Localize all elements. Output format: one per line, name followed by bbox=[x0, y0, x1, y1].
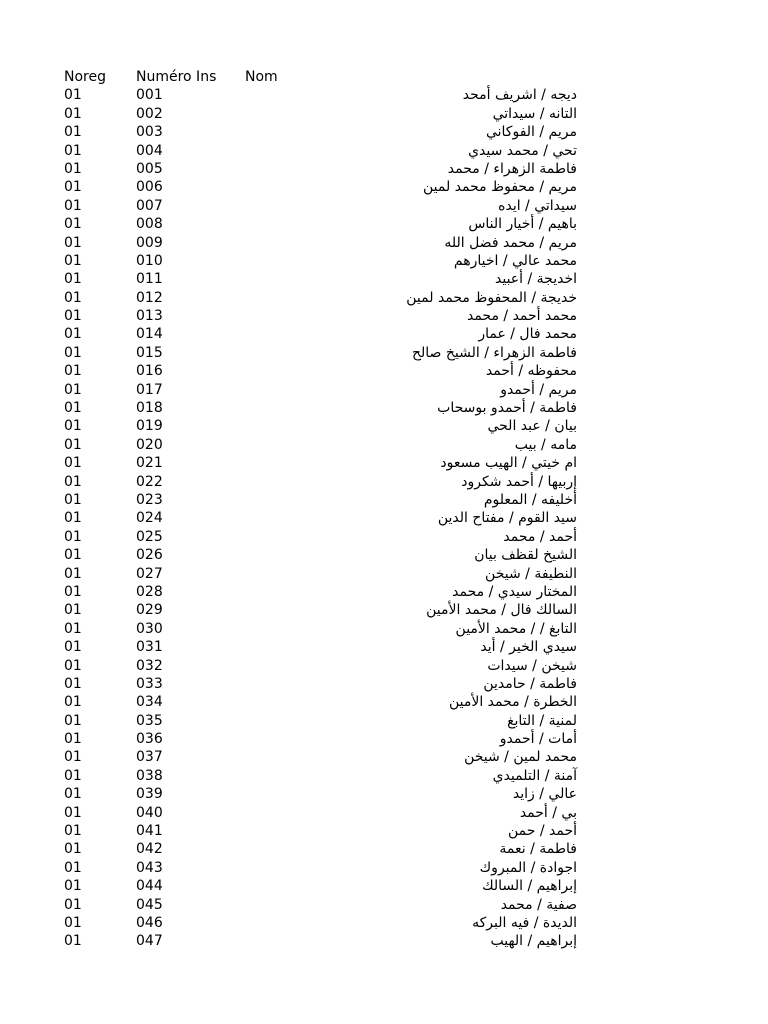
cell-nom: مريم / محمد فضل الله bbox=[444, 234, 577, 251]
cell-nom: مامه / بيب bbox=[514, 436, 577, 453]
cell-nom: التابغ / / محمد الأمين bbox=[455, 620, 577, 637]
table-row bbox=[0, 785, 768, 803]
cell-nom: تحي / محمد سيدي bbox=[468, 142, 577, 159]
cell-nom: إبراهيم / السالك bbox=[482, 878, 577, 895]
cell-nom: شيخن / سيدات bbox=[487, 657, 577, 674]
cell-nom: أخليفه / المعلوم bbox=[483, 491, 577, 508]
cell-noreg: 01 bbox=[64, 694, 82, 711]
cell-noreg: 01 bbox=[64, 639, 82, 656]
cell-noreg: 01 bbox=[64, 657, 82, 674]
cell-numero-ins: 042 bbox=[136, 841, 163, 858]
table-row bbox=[0, 417, 768, 435]
cell-numero-ins: 045 bbox=[136, 896, 163, 913]
cell-nom: آمنة / التلميدي bbox=[492, 767, 577, 784]
cell-numero-ins: 037 bbox=[136, 749, 163, 766]
cell-numero-ins: 036 bbox=[136, 731, 163, 748]
cell-nom: المختار سيدي / محمد bbox=[452, 583, 577, 600]
cell-numero-ins: 030 bbox=[136, 620, 163, 637]
cell-noreg: 01 bbox=[64, 914, 82, 931]
cell-nom: بيان / عبد الحي bbox=[487, 418, 577, 435]
table-row bbox=[0, 601, 768, 619]
cell-numero-ins: 020 bbox=[136, 436, 163, 453]
cell-nom: الشيخ لقظف بيان bbox=[474, 547, 577, 564]
cell-noreg: 01 bbox=[64, 786, 82, 803]
table-row bbox=[0, 234, 768, 252]
cell-numero-ins: 002 bbox=[136, 105, 163, 122]
cell-noreg: 01 bbox=[64, 124, 82, 141]
cell-nom: بي / أحمد bbox=[519, 804, 577, 821]
cell-numero-ins: 006 bbox=[136, 179, 163, 196]
table-row bbox=[0, 767, 768, 785]
cell-nom: أحمد / محمد bbox=[503, 528, 577, 545]
cell-noreg: 01 bbox=[64, 363, 82, 380]
table-body bbox=[0, 86, 768, 950]
table-row bbox=[0, 583, 768, 601]
cell-numero-ins: 031 bbox=[136, 639, 163, 656]
cell-numero-ins: 010 bbox=[136, 252, 163, 269]
cell-numero-ins: 033 bbox=[136, 675, 163, 692]
table-row bbox=[0, 160, 768, 178]
cell-noreg: 01 bbox=[64, 841, 82, 858]
cell-noreg: 01 bbox=[64, 197, 82, 214]
cell-numero-ins: 009 bbox=[136, 234, 163, 251]
cell-noreg: 01 bbox=[64, 455, 82, 472]
cell-nom: محمد فال / عمار bbox=[478, 326, 577, 343]
table-row bbox=[0, 381, 768, 399]
cell-numero-ins: 029 bbox=[136, 602, 163, 619]
table-row bbox=[0, 840, 768, 858]
cell-noreg: 01 bbox=[64, 179, 82, 196]
cell-nom: السالك فال / محمد الأمين bbox=[426, 602, 577, 619]
table-row bbox=[0, 914, 768, 932]
table-row bbox=[0, 270, 768, 288]
cell-numero-ins: 005 bbox=[136, 160, 163, 177]
table-row bbox=[0, 528, 768, 546]
cell-nom: فاطمة / نعمة bbox=[499, 841, 577, 858]
cell-numero-ins: 034 bbox=[136, 694, 163, 711]
cell-noreg: 01 bbox=[64, 234, 82, 251]
table-row bbox=[0, 638, 768, 656]
cell-nom: خديجة / المحفوظ محمد لمين bbox=[406, 289, 577, 306]
cell-noreg: 01 bbox=[64, 583, 82, 600]
cell-noreg: 01 bbox=[64, 749, 82, 766]
cell-nom: إربيها / أحمد شكرود bbox=[461, 473, 577, 490]
cell-nom: فاطمة الزهراء / محمد bbox=[447, 160, 577, 177]
cell-numero-ins: 016 bbox=[136, 363, 163, 380]
table-row bbox=[0, 491, 768, 509]
cell-numero-ins: 017 bbox=[136, 381, 163, 398]
cell-noreg: 01 bbox=[64, 620, 82, 637]
table-row bbox=[0, 804, 768, 822]
table-row bbox=[0, 822, 768, 840]
cell-nom: سيدي الخير / أيد bbox=[480, 639, 577, 656]
cell-nom: الديدة / فيه البركه bbox=[472, 914, 577, 931]
cell-noreg: 01 bbox=[64, 289, 82, 306]
cell-nom: مريم / محفوظ محمد لمين bbox=[423, 179, 577, 196]
table-row bbox=[0, 197, 768, 215]
table-row bbox=[0, 215, 768, 233]
cell-noreg: 01 bbox=[64, 344, 82, 361]
table-row bbox=[0, 896, 768, 914]
cell-numero-ins: 007 bbox=[136, 197, 163, 214]
cell-noreg: 01 bbox=[64, 767, 82, 784]
cell-nom: النطيفة / شيخن bbox=[485, 565, 577, 582]
cell-nom: محفوظه / أحمد bbox=[485, 363, 577, 380]
cell-nom: ام خيتي / الهيب مسعود bbox=[440, 455, 577, 472]
cell-noreg: 01 bbox=[64, 308, 82, 325]
table-row bbox=[0, 748, 768, 766]
cell-numero-ins: 039 bbox=[136, 786, 163, 803]
cell-noreg: 01 bbox=[64, 896, 82, 913]
cell-nom: فاطمة / أحمدو بوسحاب bbox=[437, 400, 577, 417]
table-row bbox=[0, 289, 768, 307]
table-row bbox=[0, 712, 768, 730]
cell-noreg: 01 bbox=[64, 473, 82, 490]
cell-numero-ins: 032 bbox=[136, 657, 163, 674]
header-numero-ins: Numéro Ins bbox=[136, 69, 217, 85]
cell-nom: فاطمة / حامدين bbox=[483, 675, 577, 692]
cell-noreg: 01 bbox=[64, 491, 82, 508]
cell-numero-ins: 003 bbox=[136, 124, 163, 141]
cell-nom: ديجه / اشريف أمحد bbox=[462, 87, 577, 104]
table-row bbox=[0, 473, 768, 491]
cell-numero-ins: 012 bbox=[136, 289, 163, 306]
cell-noreg: 01 bbox=[64, 142, 82, 159]
table-row bbox=[0, 325, 768, 343]
header-row bbox=[0, 68, 768, 86]
cell-numero-ins: 018 bbox=[136, 400, 163, 417]
cell-nom: عالي / زايد bbox=[512, 786, 577, 803]
cell-numero-ins: 022 bbox=[136, 473, 163, 490]
cell-numero-ins: 038 bbox=[136, 767, 163, 784]
cell-noreg: 01 bbox=[64, 326, 82, 343]
cell-nom: التانه / سيداتي bbox=[492, 105, 577, 122]
cell-numero-ins: 025 bbox=[136, 528, 163, 545]
cell-numero-ins: 014 bbox=[136, 326, 163, 343]
cell-noreg: 01 bbox=[64, 804, 82, 821]
cell-noreg: 01 bbox=[64, 160, 82, 177]
table-row bbox=[0, 362, 768, 380]
cell-noreg: 01 bbox=[64, 565, 82, 582]
table-row bbox=[0, 105, 768, 123]
cell-numero-ins: 008 bbox=[136, 216, 163, 233]
header-nom: Nom bbox=[245, 69, 278, 85]
cell-nom: باهيم / أخيار الناس bbox=[468, 216, 577, 233]
table-row bbox=[0, 657, 768, 675]
table-row bbox=[0, 730, 768, 748]
cell-noreg: 01 bbox=[64, 105, 82, 122]
cell-noreg: 01 bbox=[64, 712, 82, 729]
cell-nom: صفية / محمد bbox=[500, 896, 577, 913]
cell-numero-ins: 035 bbox=[136, 712, 163, 729]
cell-nom: لمنية / التابغ bbox=[507, 712, 577, 729]
table-row bbox=[0, 546, 768, 564]
cell-noreg: 01 bbox=[64, 436, 82, 453]
cell-nom: اجوادة / المبروك bbox=[479, 859, 577, 876]
table-row bbox=[0, 675, 768, 693]
cell-noreg: 01 bbox=[64, 400, 82, 417]
cell-noreg: 01 bbox=[64, 510, 82, 527]
cell-numero-ins: 011 bbox=[136, 271, 163, 288]
table-row bbox=[0, 436, 768, 454]
cell-numero-ins: 015 bbox=[136, 344, 163, 361]
table-row bbox=[0, 693, 768, 711]
cell-nom: سيداتي / ايده bbox=[498, 197, 577, 214]
cell-nom: فاطمة الزهراء / الشيخ صالح bbox=[411, 344, 577, 361]
cell-numero-ins: 023 bbox=[136, 491, 163, 508]
cell-nom: اخديجة / أعبيد bbox=[495, 271, 577, 288]
cell-numero-ins: 004 bbox=[136, 142, 163, 159]
cell-numero-ins: 001 bbox=[136, 87, 163, 104]
cell-numero-ins: 027 bbox=[136, 565, 163, 582]
cell-numero-ins: 046 bbox=[136, 914, 163, 931]
cell-noreg: 01 bbox=[64, 859, 82, 876]
table-row bbox=[0, 509, 768, 527]
cell-noreg: 01 bbox=[64, 271, 82, 288]
table-row bbox=[0, 344, 768, 362]
cell-noreg: 01 bbox=[64, 418, 82, 435]
table-row bbox=[0, 307, 768, 325]
cell-numero-ins: 013 bbox=[136, 308, 163, 325]
table-row bbox=[0, 399, 768, 417]
cell-nom: مريم / الفوكاني bbox=[485, 124, 577, 141]
cell-numero-ins: 041 bbox=[136, 823, 163, 840]
cell-noreg: 01 bbox=[64, 602, 82, 619]
cell-numero-ins: 026 bbox=[136, 547, 163, 564]
cell-numero-ins: 044 bbox=[136, 878, 163, 895]
cell-noreg: 01 bbox=[64, 87, 82, 104]
cell-noreg: 01 bbox=[64, 547, 82, 564]
cell-noreg: 01 bbox=[64, 216, 82, 233]
table-row bbox=[0, 932, 768, 950]
cell-numero-ins: 024 bbox=[136, 510, 163, 527]
cell-nom: محمد لمين / شيخن bbox=[464, 749, 577, 766]
cell-nom: مريم / أحمدو bbox=[500, 381, 577, 398]
cell-numero-ins: 047 bbox=[136, 933, 163, 950]
table-row bbox=[0, 877, 768, 895]
cell-numero-ins: 043 bbox=[136, 859, 163, 876]
table-row bbox=[0, 178, 768, 196]
cell-numero-ins: 021 bbox=[136, 455, 163, 472]
cell-numero-ins: 019 bbox=[136, 418, 163, 435]
cell-nom: إبراهيم / الهيب bbox=[490, 933, 577, 950]
header-noreg: Noreg bbox=[64, 69, 106, 85]
table-row bbox=[0, 454, 768, 472]
table-row bbox=[0, 142, 768, 160]
table-row bbox=[0, 859, 768, 877]
table-row bbox=[0, 620, 768, 638]
cell-noreg: 01 bbox=[64, 731, 82, 748]
cell-numero-ins: 028 bbox=[136, 583, 163, 600]
cell-noreg: 01 bbox=[64, 528, 82, 545]
table-row bbox=[0, 565, 768, 583]
table-row bbox=[0, 123, 768, 141]
cell-noreg: 01 bbox=[64, 933, 82, 950]
cell-nom: أمات / أحمدو bbox=[499, 731, 577, 748]
cell-noreg: 01 bbox=[64, 381, 82, 398]
cell-noreg: 01 bbox=[64, 675, 82, 692]
cell-noreg: 01 bbox=[64, 252, 82, 269]
cell-nom: محمد أحمد / محمد bbox=[466, 308, 577, 325]
cell-noreg: 01 bbox=[64, 878, 82, 895]
cell-numero-ins: 040 bbox=[136, 804, 163, 821]
cell-nom: سيد القوم / مفتاح الدين bbox=[437, 510, 577, 527]
table-row bbox=[0, 252, 768, 270]
cell-nom: أحمد / حمن bbox=[507, 823, 577, 840]
cell-noreg: 01 bbox=[64, 823, 82, 840]
cell-nom: محمد عالي / اخيارهم bbox=[453, 252, 577, 269]
table-row bbox=[0, 86, 768, 104]
cell-nom: الخطرة / محمد الأمين bbox=[448, 694, 577, 711]
student-list-sheet bbox=[0, 68, 768, 951]
